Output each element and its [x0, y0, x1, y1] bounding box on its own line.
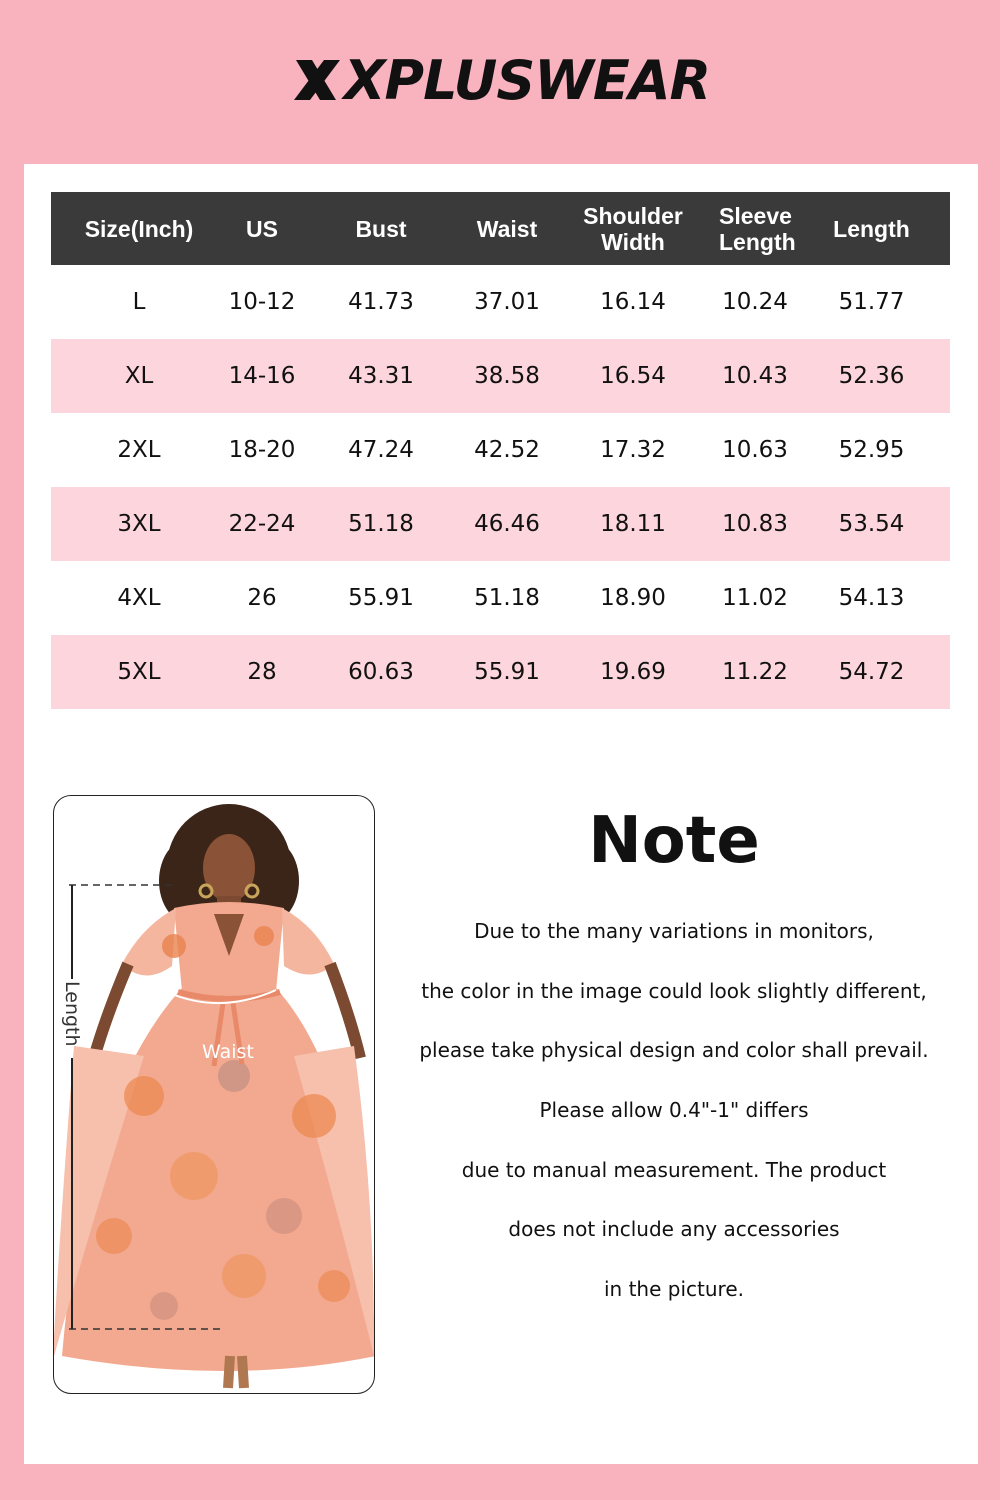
table-row: [51, 265, 950, 339]
note-line: Due to the many variations in monitors,: [474, 919, 874, 943]
cell-waist: 42.52: [474, 437, 540, 463]
cell-us: 22-24: [227, 487, 297, 561]
waist-label: Waist: [202, 1041, 254, 1063]
table-row: [51, 413, 950, 487]
cell-sleeve-length: 10.43: [717, 339, 793, 413]
table-row: [51, 635, 950, 709]
cell-waist: 46.46: [465, 487, 549, 561]
cell-size: 4XL: [117, 585, 161, 611]
right-sleeve: [282, 908, 334, 975]
table-row: [51, 339, 950, 413]
size-chart-table: [51, 192, 950, 709]
note-title: Note: [588, 804, 760, 878]
content-panel: [24, 164, 978, 1464]
model-photo-frame: [53, 795, 375, 1394]
cell-size: XL: [51, 339, 227, 413]
header-bust: Bust: [297, 192, 465, 265]
cell-length: 52.36: [793, 339, 950, 413]
cell-shoulder-width: 18.90: [600, 585, 666, 611]
note-line: please take physical design and color shall prevail.: [419, 1038, 929, 1063]
cell-us: 26: [247, 585, 277, 611]
note-line: the color in the image could look slightly different,: [421, 978, 927, 1003]
cell-bust: 43.31: [297, 339, 465, 413]
cell-length: 52.95: [838, 437, 905, 463]
cell-shoulder-width: 16.54: [549, 339, 717, 413]
note-text: [399, 919, 949, 1337]
cell-us: 28: [227, 635, 297, 709]
header-sleeve-length: Sleeve Length: [717, 192, 793, 265]
cell-sleeve-length: 10.83: [717, 487, 793, 561]
cell-shoulder-width: 19.69: [549, 635, 717, 709]
table-row: [51, 561, 950, 635]
cell-sleeve-length: 11.02: [722, 585, 788, 611]
brand-x-mark-icon: [290, 58, 342, 102]
cell-sleeve-length: 10.24: [722, 289, 788, 315]
table-row: [51, 487, 950, 561]
cell-bust: 47.24: [348, 437, 414, 463]
note-line: does not include any accessories: [508, 1217, 840, 1242]
table-header-row: [51, 192, 950, 265]
cell-size: L: [132, 289, 146, 315]
cell-length: 54.13: [838, 585, 905, 611]
brand-logo: [0, 48, 1000, 112]
note-line: in the picture.: [604, 1277, 744, 1302]
header-size: Size(Inch): [51, 192, 227, 265]
cell-shoulder-width: 17.32: [600, 437, 666, 463]
note-line: due to manual measurement. The product: [461, 1157, 887, 1182]
brand-name: XPLUSWEAR: [343, 48, 711, 112]
cell-length: 54.72: [793, 635, 950, 709]
cell-bust: 60.63: [297, 635, 465, 709]
cell-size: 3XL: [51, 487, 227, 561]
cell-bust: 41.73: [348, 289, 414, 315]
cell-shoulder-width: 16.14: [600, 289, 666, 315]
cell-waist: 55.91: [465, 635, 549, 709]
cell-shoulder-width: 18.11: [549, 487, 717, 561]
header-length: Length: [793, 192, 950, 265]
cell-sleeve-length: 10.63: [722, 437, 788, 463]
cell-length: 53.54: [793, 487, 950, 561]
note-line: Please allow 0.4"-1" differs: [539, 1098, 809, 1123]
cell-size: 5XL: [51, 635, 227, 709]
header-waist: Waist: [465, 192, 549, 265]
cell-length: 51.77: [838, 289, 905, 315]
cell-us: 10-12: [228, 289, 296, 315]
cell-bust: 51.18: [297, 487, 465, 561]
model-illustration: [54, 796, 374, 1393]
header-shoulder-width: Shoulder Width: [549, 192, 717, 265]
cell-us: 14-16: [227, 339, 297, 413]
cell-size: 2XL: [117, 437, 161, 463]
cell-us: 18-20: [228, 437, 296, 463]
header-us: US: [227, 192, 297, 265]
cell-waist: 37.01: [474, 289, 540, 315]
cell-bust: 55.91: [348, 585, 414, 611]
cell-waist: 38.58: [465, 339, 549, 413]
length-label: Length: [61, 981, 83, 1047]
cell-waist: 51.18: [474, 585, 540, 611]
cell-sleeve-length: 11.22: [717, 635, 793, 709]
